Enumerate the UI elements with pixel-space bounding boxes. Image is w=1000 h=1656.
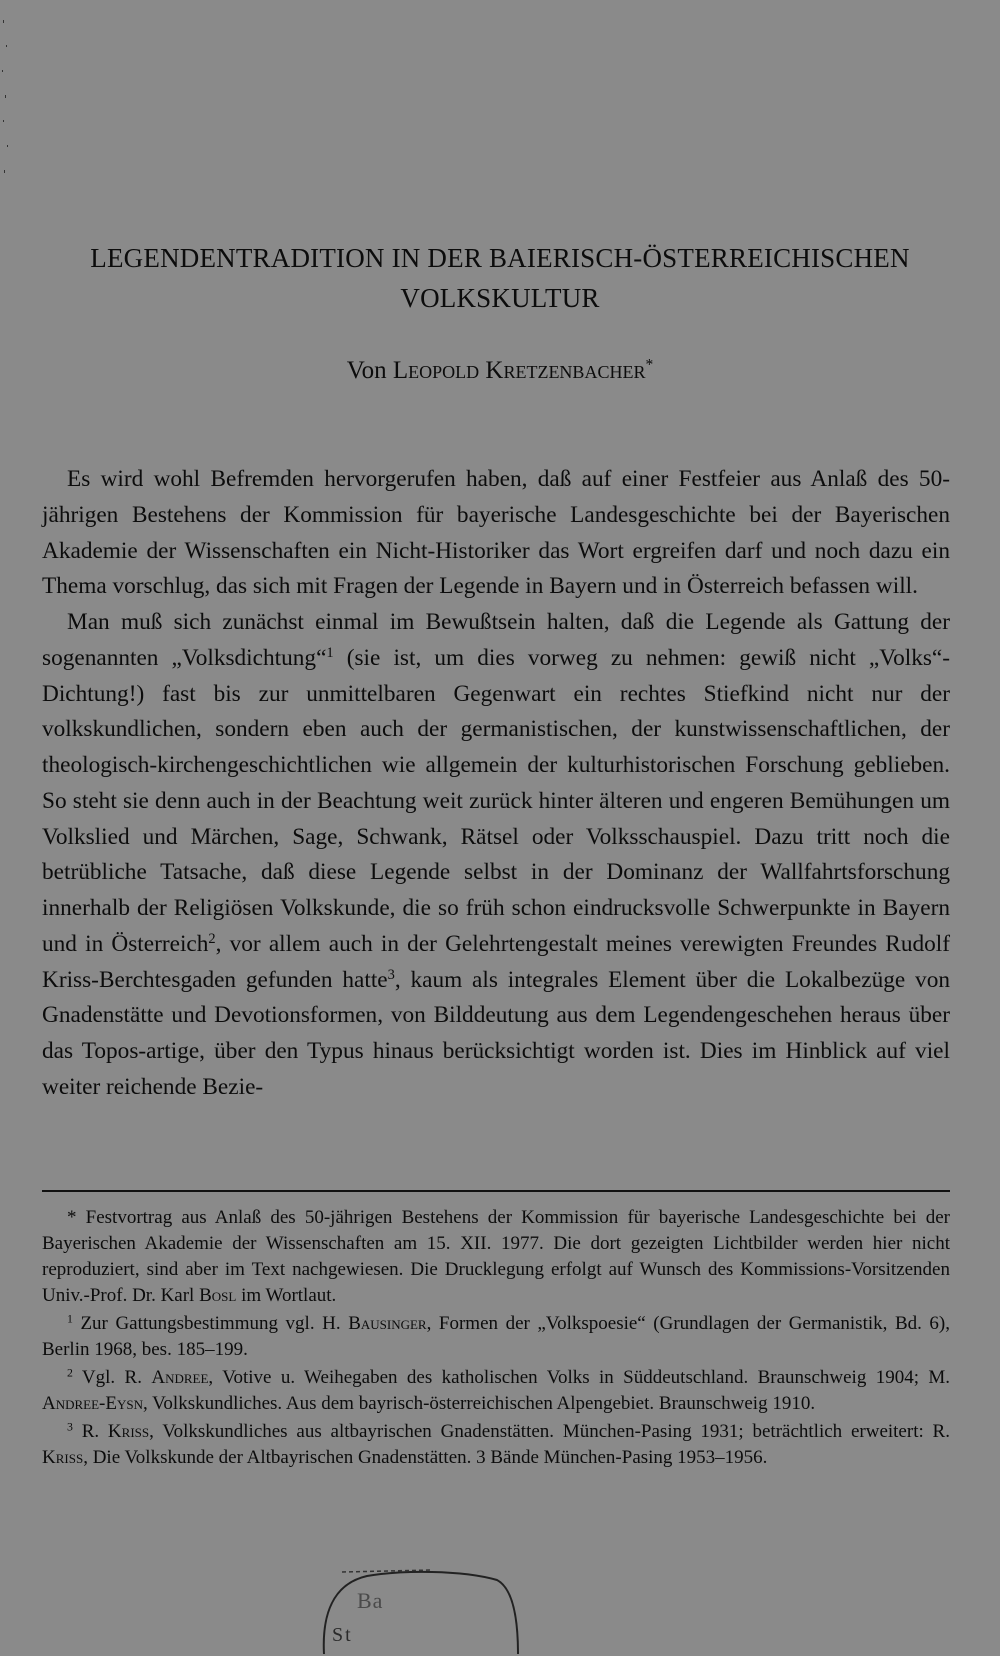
footnote-2-text-b: , Votive u. Weihegaben des katholischen Volks in Süddeutschland. Braunschweig 1904; M. <box>208 1367 950 1388</box>
library-stamp-text-2: St <box>332 1624 353 1646</box>
footnote-3-mark: 3 <box>67 1420 73 1434</box>
footnote-ref-1: 1 <box>326 644 334 661</box>
footnote-star-name: Bosl <box>199 1285 237 1306</box>
paragraph-2-part-a: Man muß sich zunächst einmal im Bewußtsein halten, daß die Legende als Gattung der sogenannten „Volksdichtung“ <box>42 609 950 671</box>
author-name: Leopold Kretzenbacher <box>392 357 646 384</box>
library-stamp-text-1: Ba <box>357 1588 384 1613</box>
footnote-3-text-c: , Die Volkskunde der Altbayrischen Gnadenstätten. 3 Bände München-Pasing 1953–1956. <box>83 1447 768 1468</box>
footnote-1-text-a: Zur Gattungsbestimmung vgl. H. <box>72 1313 349 1334</box>
article-title-line-1: LEGENDENTRADITION IN DER BAIERISCH-ÖSTERREICHISCHEN <box>90 243 910 273</box>
footnote-2-text-a: Vgl. R. <box>72 1367 152 1388</box>
footnote-3-name-1: Kriss <box>107 1421 150 1442</box>
footnote-3 <box>42 1419 950 1471</box>
footnote-3-name-2: Kriss <box>42 1447 84 1468</box>
paragraph-2-part-d: , kaum als integrales Element über die Lokalbezüge von Gnadenstätte und Devotionsformen, von Bilddeutung aus dem Legendengeschehen heraus über das Topos-artige, über den Typus hinaus berücksichtigt worden ist. Dies im Hinblick auf viel weiter reichende Bezie- <box>42 966 950 1100</box>
footnote-ref-3: 3 <box>387 966 395 983</box>
author-prefix: Von <box>346 357 393 384</box>
footnote-2-name-1: Andree <box>151 1367 209 1388</box>
paragraph-1: Es wird wohl Befremden hervorgerufen haben, daß auf einer Festfeier aus Anlaß des 50-jährigen Bestehens der Kommission für bayerische Landesgeschichte bei der Bayerischen Akademie der Wissenschaften ein Nicht-Historiker das Wort ergreifen darf und noch dazu ein Thema vorschlug, das sich mit Fragen der Legende in Bayern und in Österreich befassen will. <box>42 466 950 600</box>
paragraph-2-part-b: (sie ist, um dies vorweg zu nehmen: gewiß nicht „Volks“-Dichtung!) fast bis zur unmittelbaren Gegenwart ein rechtes Stiefkind nicht nur der volkskundlichen, sondern eben auch der germanistischen, der kunstwissenschaftlichen, der theologisch-kirchengeschichtlichen wie allgemein der kulturhistorischen Forschung geblieben. So steht sie denn auch in der Beachtung weit zurück hinter älteren und engeren Bemühungen um Volkslied und Märchen, Sage, Schwank, Rätsel oder Volksschauspiel. Dazu tritt noch die betrübliche Tatsache, daß diese Legende selbst in der Dominanz der Wallfahrtsforschung innerhalb der Religiösen Volkskunde, die so früh schon eindrucksvolle Schwerpunkte in Bayern und in Österreich <box>42 644 951 957</box>
footnote-1-mark: 1 <box>67 1312 73 1326</box>
footnote-star-end: im Wortlaut. <box>236 1285 337 1306</box>
footnote-star-mark: * <box>67 1207 77 1228</box>
footnote-2 <box>42 1365 950 1417</box>
footnote-ref-2: 2 <box>208 930 216 947</box>
footnote-divider <box>42 1190 950 1192</box>
paragraph-2 <box>42 605 950 1106</box>
paragraph-2-part-c: , vor allem auch in der Gelehrtengestalt meines verewigten Freundes Rudolf Kriss-Berchtesgaden gefunden hatte <box>42 930 950 993</box>
footnote-3-text-b: , Volkskundliches aus altbayrischen Gnadenstätten. München-Pasing 1931; beträchtlich erweitert: R. <box>149 1421 950 1442</box>
footnote-3-text-a: R. <box>72 1421 108 1442</box>
footnote-star <box>42 1205 950 1309</box>
scan-edge-noise <box>0 0 14 200</box>
footnote-2-text-c: , Volkskundliches. Aus dem bayrisch-österreichischen Alpengebiet. Braunschweig 1910. <box>143 1393 816 1414</box>
body-text <box>42 462 950 1106</box>
footnote-1-name: Bausinger <box>348 1313 427 1334</box>
article-title-line-2: VOLKSKULTUR <box>400 283 600 313</box>
footnote-1-text-b: , Formen der „Volkspoesie“ (Grundlagen der Germanistik, Bd. 6), Berlin 1968, bes. 185–199. <box>42 1313 951 1360</box>
footnotes <box>42 1205 950 1471</box>
footnote-1 <box>42 1311 950 1363</box>
author-line <box>40 355 960 387</box>
article-title <box>40 238 960 318</box>
footnote-2-mark: 2 <box>67 1366 73 1380</box>
footnote-star-text: Festvortrag aus Anlaß des 50-jährigen Bestehens der Kommission für bayerische Landesgeschichte bei der Bayerischen Akademie der Wissenschaften am 15. XII. 1977. Die dort gezeigten Lichtbilder werden hier nicht reproduziert, sind aber im Text nachgewiesen. Die Drucklegung erfolgt auf Wunsch des Kommissions-Vorsitzenden Univ.-Prof. Dr. Karl <box>42 1207 950 1306</box>
footnote-2-name-2: Andree-Eysn <box>42 1393 143 1414</box>
author-footnote-mark: * <box>645 356 654 374</box>
